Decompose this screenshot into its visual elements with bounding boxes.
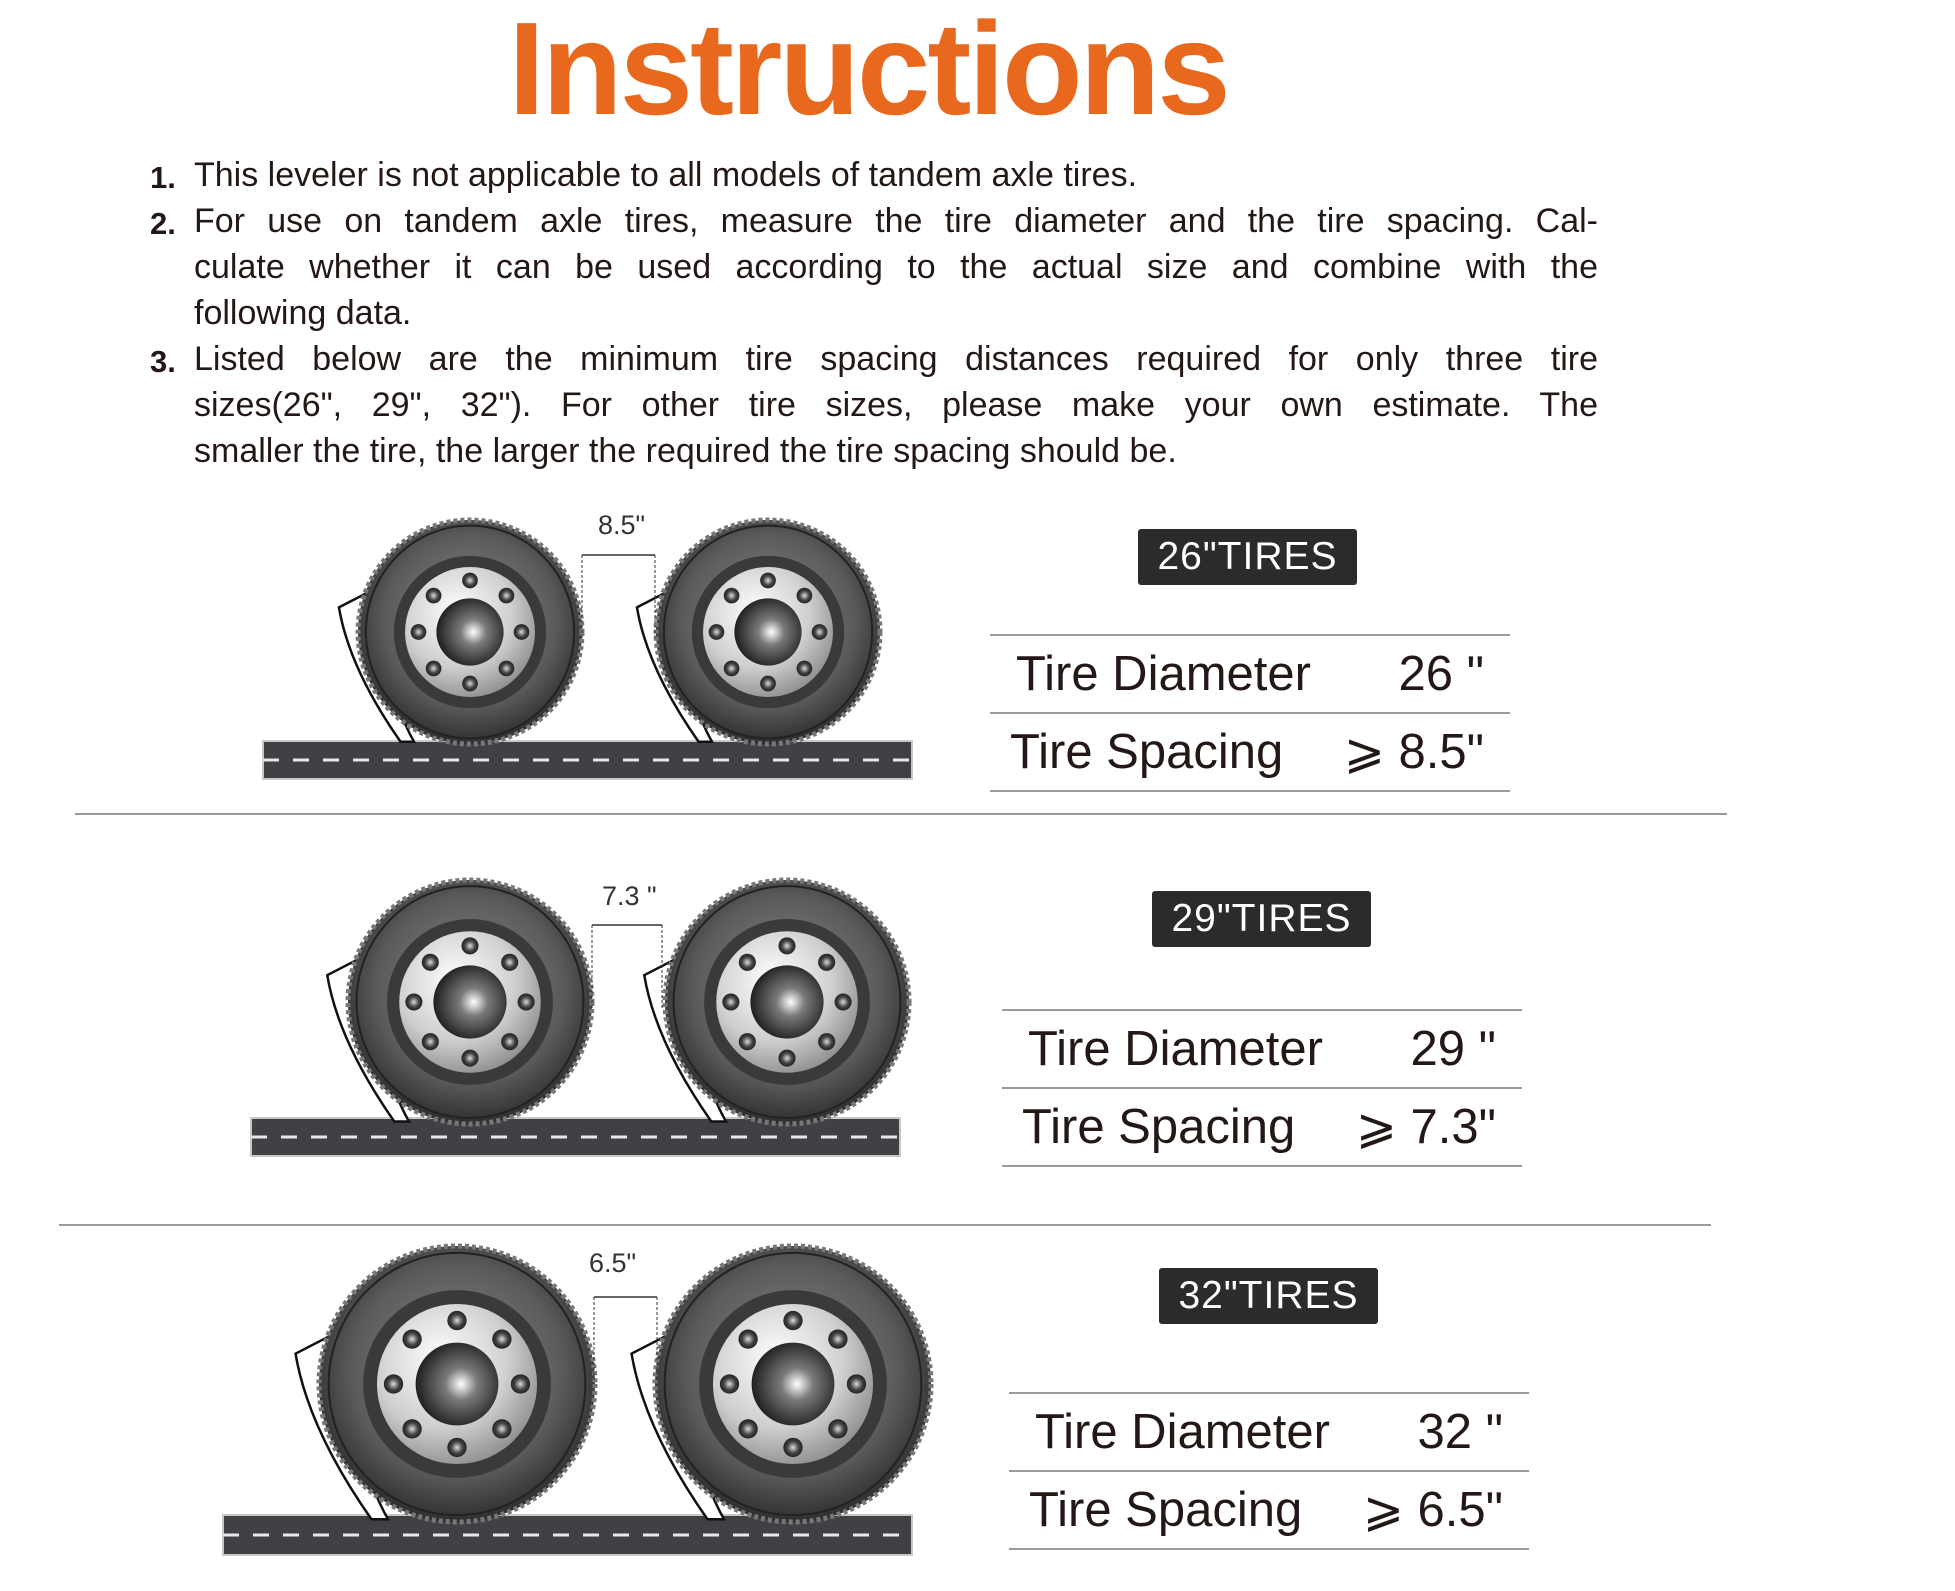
lug-nut bbox=[384, 1374, 403, 1393]
road bbox=[263, 741, 912, 779]
diameter-label: Tire Diameter bbox=[1028, 1022, 1323, 1076]
tire bbox=[665, 880, 909, 1124]
lug-nut bbox=[778, 937, 795, 954]
tire bbox=[656, 520, 880, 744]
item-line: smaller the tire, the larger the required the tire spacing should be. bbox=[194, 432, 1177, 470]
lug-nut bbox=[411, 624, 427, 640]
diameter-value: 29 " bbox=[1410, 1022, 1496, 1076]
spec-table bbox=[1002, 1009, 1522, 1167]
spacing-label: Tire Spacing bbox=[1010, 725, 1284, 779]
tire bbox=[358, 520, 582, 744]
tire bbox=[319, 1246, 595, 1522]
lug-nut bbox=[447, 1311, 466, 1330]
lug-nut bbox=[828, 1419, 847, 1438]
lug-nut bbox=[760, 573, 776, 589]
lug-nut bbox=[828, 1329, 847, 1348]
lug-nut bbox=[405, 993, 422, 1010]
spacing-value: ⩾ 8.5" bbox=[1343, 725, 1484, 779]
section-divider bbox=[75, 813, 1727, 815]
lug-nut bbox=[720, 1374, 739, 1393]
lug-nut bbox=[511, 1374, 530, 1393]
lug-nut bbox=[847, 1374, 866, 1393]
lug-nut bbox=[835, 993, 852, 1010]
item-number: 1. bbox=[150, 160, 176, 195]
lug-nut bbox=[499, 588, 515, 604]
lug-nut bbox=[722, 993, 739, 1010]
lug-nut bbox=[402, 1329, 421, 1348]
item-line: For use on tandem axle tires, measure the tire diameter and the tire spacing. Cal- bbox=[194, 202, 1598, 240]
spec-table bbox=[990, 634, 1510, 792]
lug-nut bbox=[724, 661, 740, 677]
wheel-hub bbox=[752, 1343, 835, 1426]
diameter-row bbox=[990, 636, 1510, 714]
lug-nut bbox=[518, 993, 535, 1010]
lug-nut bbox=[818, 1033, 835, 1050]
wheel-hub bbox=[416, 1343, 499, 1426]
lug-nut bbox=[462, 676, 478, 692]
diameter-row bbox=[1009, 1394, 1529, 1472]
lug-nut bbox=[422, 1033, 439, 1050]
lug-nut bbox=[760, 676, 776, 692]
item-line: following data. bbox=[194, 294, 412, 332]
lug-nut bbox=[462, 573, 478, 589]
lug-nut bbox=[783, 1438, 802, 1457]
spacing-row bbox=[990, 714, 1510, 792]
item-number: 3. bbox=[150, 344, 176, 379]
diameter-value: 26 " bbox=[1398, 647, 1484, 701]
tire-size-badge: 32"TIRES bbox=[1159, 1268, 1378, 1324]
lug-nut bbox=[492, 1329, 511, 1348]
wheel-hub bbox=[436, 598, 503, 665]
lug-nut bbox=[812, 624, 828, 640]
lug-nut bbox=[426, 588, 442, 604]
gap-measure-label: 7.3 " bbox=[602, 881, 657, 911]
lug-nut bbox=[738, 1329, 757, 1348]
lug-nut bbox=[778, 1050, 795, 1067]
diameter-row bbox=[1002, 1011, 1522, 1089]
spec-table bbox=[1009, 1392, 1529, 1550]
gap-measure-label: 8.5" bbox=[598, 510, 646, 540]
spacing-row bbox=[1002, 1089, 1522, 1167]
wheel-hub bbox=[750, 965, 823, 1038]
item-line: culate whether it can be used according to the actual size and combine with the bbox=[194, 248, 1598, 286]
lug-nut bbox=[492, 1419, 511, 1438]
lug-nut bbox=[739, 954, 756, 971]
diameter-label: Tire Diameter bbox=[1035, 1405, 1330, 1459]
item-line: Listed below are the minimum tire spacing distances required for only three tire bbox=[194, 340, 1598, 378]
lug-nut bbox=[738, 1419, 757, 1438]
lug-nut bbox=[709, 624, 725, 640]
lug-nut bbox=[422, 954, 439, 971]
lug-nut bbox=[797, 588, 813, 604]
lug-nut bbox=[402, 1419, 421, 1438]
spacing-value: ⩾ 7.3" bbox=[1355, 1100, 1496, 1154]
section-divider bbox=[59, 1224, 1711, 1226]
lug-nut bbox=[501, 1033, 518, 1050]
lug-nut bbox=[514, 624, 530, 640]
diameter-label: Tire Diameter bbox=[1016, 647, 1311, 701]
lug-nut bbox=[461, 937, 478, 954]
page-title: Instructions bbox=[508, 0, 1228, 142]
wheel-hub bbox=[734, 598, 801, 665]
lug-nut bbox=[499, 661, 515, 677]
spacing-label: Tire Spacing bbox=[1022, 1100, 1296, 1154]
tire bbox=[655, 1246, 931, 1522]
item-line: This leveler is not applicable to all models of tandem axle tires. bbox=[194, 156, 1138, 194]
lug-nut bbox=[797, 661, 813, 677]
lug-nut bbox=[447, 1438, 466, 1457]
lug-nut bbox=[461, 1050, 478, 1067]
tire-size-badge: 29"TIRES bbox=[1152, 891, 1371, 947]
diameter-value: 32 " bbox=[1417, 1405, 1503, 1459]
item-number: 2. bbox=[150, 206, 176, 241]
lug-nut bbox=[783, 1311, 802, 1330]
tire-size-badge: 26"TIRES bbox=[1138, 529, 1357, 585]
gap-measure-label: 6.5" bbox=[589, 1248, 637, 1278]
spacing-value: ⩾ 6.5" bbox=[1362, 1483, 1503, 1537]
lug-nut bbox=[818, 954, 835, 971]
spacing-label: Tire Spacing bbox=[1029, 1483, 1303, 1537]
lug-nut bbox=[724, 588, 740, 604]
spacing-row bbox=[1009, 1472, 1529, 1550]
lug-nut bbox=[501, 954, 518, 971]
item-line: sizes(26", 29", 32"). For other tire sizes, please make your own estimate. The bbox=[194, 386, 1598, 424]
lug-nut bbox=[426, 661, 442, 677]
tire bbox=[348, 880, 592, 1124]
wheel-hub bbox=[433, 965, 506, 1038]
lug-nut bbox=[739, 1033, 756, 1050]
